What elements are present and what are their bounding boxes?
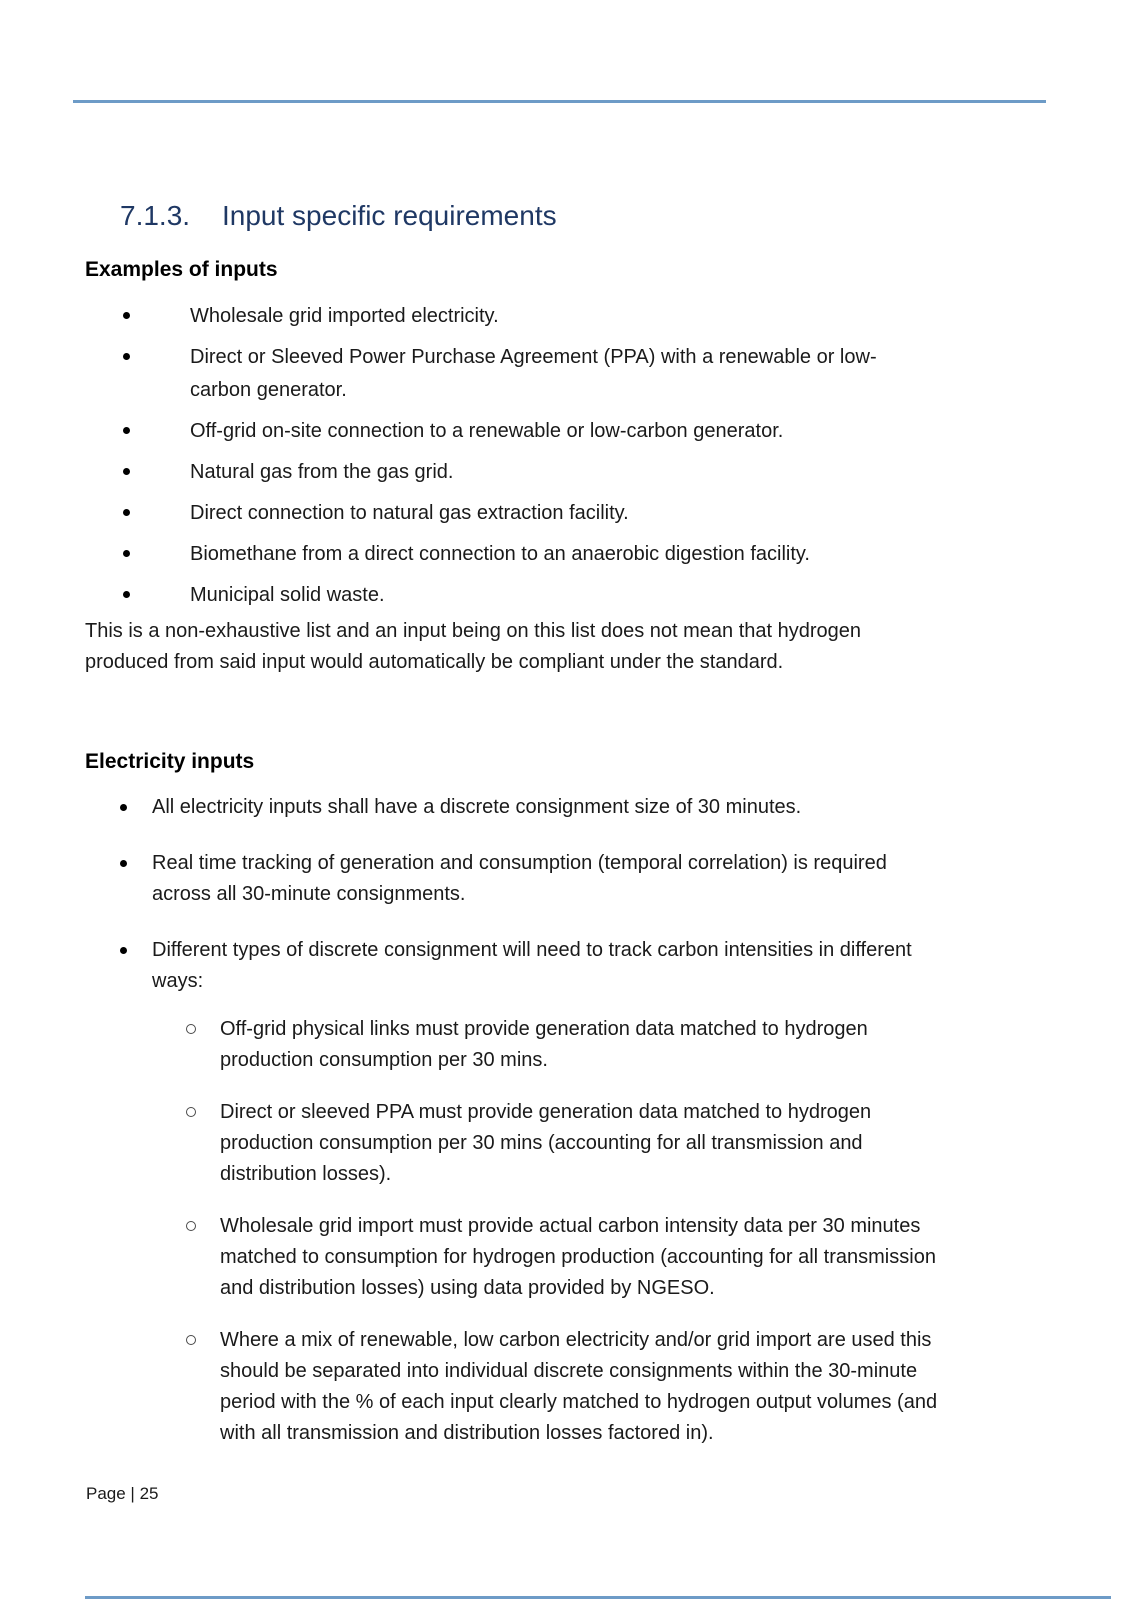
page-number: Page | 25 (86, 1484, 159, 1503)
list-item (120, 935, 927, 997)
bullet-icon (123, 550, 130, 557)
list-item-text: Direct connection to natural gas extraction facility. (190, 502, 629, 524)
list-item-text: Direct or sleeved PPA must provide generation data matched to hydrogen production consumption per 30 mins (accounting for all transmission and distribution losses). (220, 1101, 872, 1185)
section-number: 7.1.3. (120, 200, 191, 231)
list-item (186, 1325, 948, 1449)
circle-bullet-icon (186, 1107, 196, 1117)
list-item-text: Wholesale grid imported electricity. (190, 305, 499, 327)
bullet-icon (123, 427, 130, 434)
section-title: Input specific requirements (222, 200, 557, 231)
examples-heading: Examples of inputs (85, 258, 278, 281)
list-item-text: Direct or Sleeved Power Purchase Agreement (PPA) with a renewable or low-carbon generator. (190, 346, 877, 401)
examples-note: This is a non-exhaustive list and an input being on this list does not mean that hydrogen produced from said input would automatically be compliant under the standard. (85, 620, 862, 673)
circle-bullet-icon (186, 1335, 196, 1345)
electricity-list (120, 792, 927, 1022)
list-item (123, 538, 910, 571)
bullet-icon (123, 468, 130, 475)
list-item-text: Municipal solid waste. (190, 584, 385, 606)
list-item (123, 579, 910, 612)
bullet-icon (120, 860, 127, 867)
bottom-divider-rule (85, 1596, 1111, 1599)
circle-bullet-icon (186, 1024, 196, 1034)
list-item-text: Biomethane from a direct connection to an anaerobic digestion facility. (190, 543, 810, 565)
list-item-text: All electricity inputs shall have a discrete consignment size of 30 minutes. (152, 796, 802, 818)
circle-bullet-icon (186, 1221, 196, 1231)
list-item (186, 1211, 948, 1304)
list-item-text: Natural gas from the gas grid. (190, 461, 454, 483)
list-item (120, 848, 927, 910)
list-item-text: Wholesale grid import must provide actual carbon intensity data per 30 minutes matched to consumption for hydrogen production (accounting for all transmission and distribution losses) using data provided by NGESO. (220, 1215, 936, 1299)
list-item-text: Real time tracking of generation and consumption (temporal correlation) is required across all 30-minute consignments. (152, 852, 887, 905)
bullet-icon (120, 947, 127, 954)
list-item-text: Where a mix of renewable, low carbon electricity and/or grid import are used this should be separated into individual discrete consignments within the 30-minute period with the % of each input clearly matched to hydrogen output volumes (and with all transmission and distribution losses factored in). (220, 1329, 938, 1444)
list-item (123, 300, 910, 333)
section-heading (120, 200, 557, 232)
top-divider-rule (73, 100, 1046, 103)
bullet-icon (123, 312, 130, 319)
electricity-heading: Electricity inputs (85, 750, 255, 773)
list-item-text: Off-grid physical links must provide generation data matched to hydrogen production consumption per 30 mins. (220, 1018, 868, 1071)
list-item (186, 1097, 948, 1190)
bullet-icon (123, 353, 130, 360)
list-item (123, 497, 910, 530)
list-item (123, 415, 910, 448)
list-item (123, 341, 910, 407)
bullet-icon (120, 804, 127, 811)
list-item-text: Off-grid on-site connection to a renewable or low-carbon generator. (190, 420, 784, 442)
list-item (123, 456, 910, 489)
list-item (120, 792, 927, 823)
bullet-icon (123, 591, 130, 598)
list-item-text: Different types of discrete consignment will need to track carbon intensities in different ways: (152, 939, 912, 992)
examples-list (123, 300, 910, 620)
list-item (186, 1014, 948, 1076)
bullet-icon (123, 509, 130, 516)
electricity-sub-list (186, 1014, 948, 1470)
